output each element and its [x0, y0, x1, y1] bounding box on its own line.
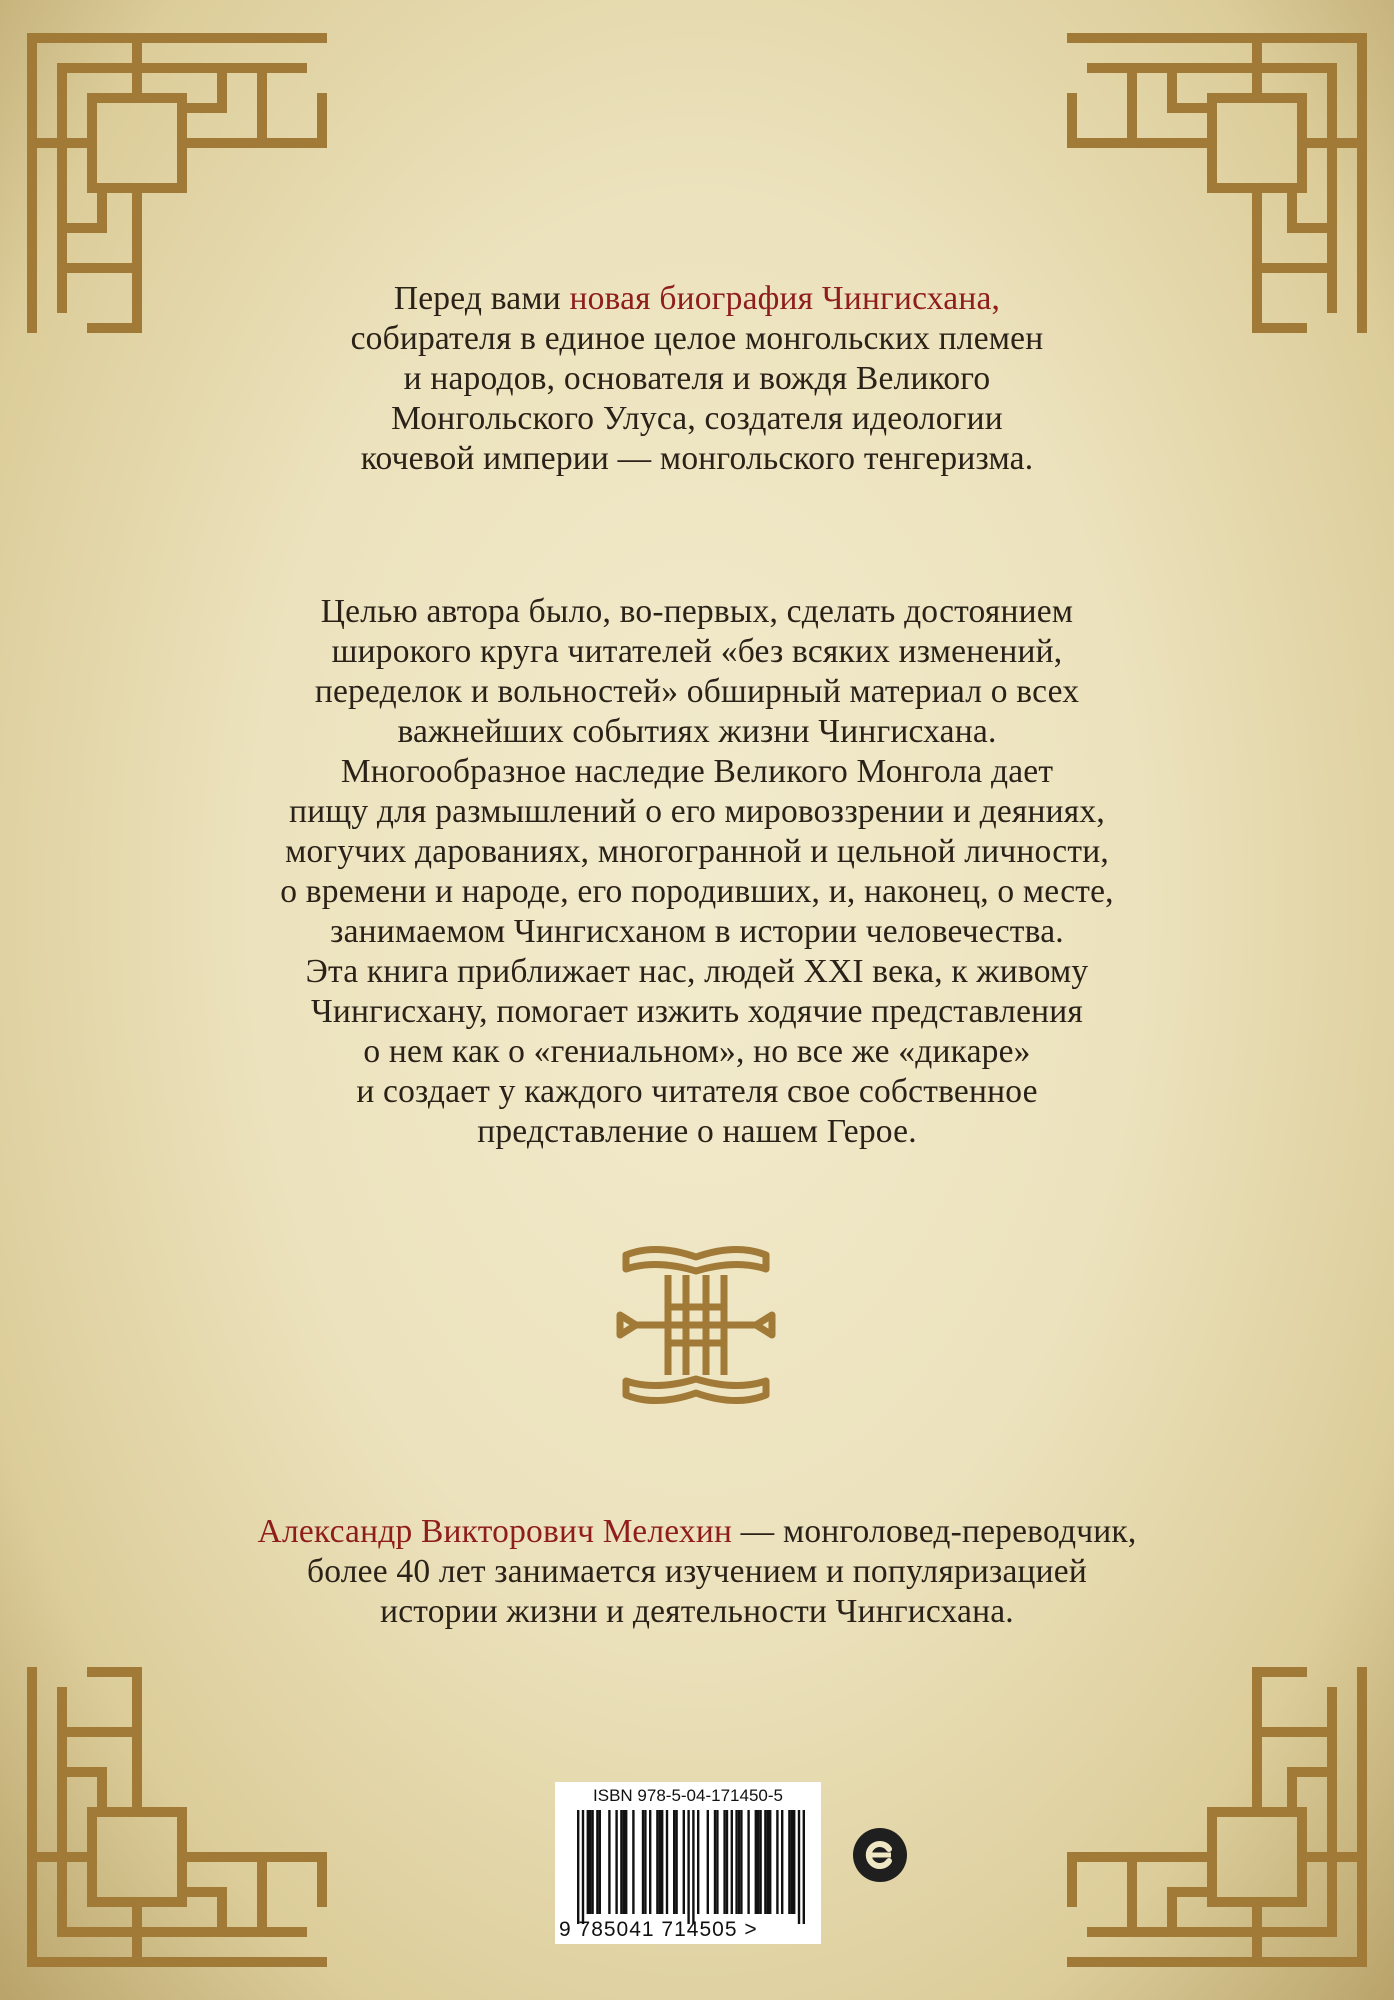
- barcode-bar: [599, 1810, 601, 1914]
- author-line: истории жизни и деятельности Чингисхана.: [380, 1593, 1014, 1630]
- body-line: о нем как о «гениальном», но все же «дикаре»: [363, 1033, 1031, 1070]
- barcode-bar: [735, 1810, 737, 1914]
- body-line: широкого круга читателей «без всяких изменений,: [331, 633, 1063, 670]
- body-line: переделок и вольностей» обширный материал о всех: [314, 673, 1080, 710]
- author-line-1: [0, 1512, 1394, 1552]
- barcode-bar: [769, 1810, 771, 1914]
- barcode-bar: [591, 1810, 593, 1914]
- body-line: Целью автора было, во-первых, сделать достоянием: [320, 593, 1074, 630]
- barcode-bar: [716, 1810, 718, 1914]
- barcode-bar: [738, 1810, 740, 1914]
- barcode-bar: [697, 1810, 699, 1914]
- author-line: более 40 лет занимается изучением и популяризацией: [307, 1553, 1087, 1590]
- body-paragraph: [0, 592, 1394, 1152]
- barcode-bar: [755, 1810, 757, 1914]
- isbn-barcode: [555, 1782, 821, 1944]
- barcode-bar: [692, 1810, 694, 1924]
- body-line: пищу для размышлений о его мировоззрении и деяниях,: [289, 793, 1105, 830]
- barcode-bar: [589, 1810, 591, 1914]
- barcode-bar: [759, 1810, 761, 1914]
- isbn-label: ISBN 978-5-04-171450-5: [593, 1786, 783, 1805]
- barcode-bar: [687, 1810, 689, 1924]
- barcode-bar: [608, 1810, 610, 1914]
- body-line: и создает у каждого читателя свое собственное: [356, 1073, 1038, 1110]
- intro-line-1-prefix: Перед вами: [393, 280, 570, 317]
- barcode-bar: [615, 1810, 617, 1914]
- barcode-bar: [798, 1810, 800, 1924]
- barcode-bar: [714, 1810, 716, 1914]
- corner-ornament-bottom-right: [1052, 1652, 1372, 1972]
- barcode-bar: [596, 1810, 598, 1914]
- center-knot-ornament: [606, 1235, 786, 1415]
- body-line: занимаемом Чингисханом в истории человечества.: [330, 913, 1064, 950]
- intro-line: Монгольского Улуса, создателя идеологии: [391, 400, 1003, 437]
- intro-highlight: новая биография Чингисхана,: [569, 280, 1001, 317]
- barcode-bar: [666, 1810, 668, 1914]
- barcode-bar: [577, 1810, 579, 1924]
- barcode-bar: [642, 1810, 644, 1914]
- body-line: могучих дарованиях, многогранной и цельной личности,: [285, 833, 1109, 870]
- barcode-bar: [726, 1810, 728, 1914]
- body-line: Эта книга приближает нас, людей XXI века, к живому: [305, 953, 1089, 990]
- body-line: важнейших событиях жизни Чингисхана.: [397, 713, 997, 750]
- author-line-1-rest: — монголовед-переводчик,: [732, 1513, 1137, 1550]
- body-line: о времени и народе, его породивших, и, наконец, о месте,: [280, 873, 1114, 910]
- publisher-logo-icon: [851, 1826, 909, 1884]
- body-line: представление о нашем Герое.: [477, 1113, 917, 1150]
- barcode-digits: 9 785041 714505 >: [559, 1918, 758, 1941]
- barcode-bar: [723, 1810, 725, 1914]
- barcode-bar: [767, 1810, 769, 1914]
- body-line: Многообразное наследие Великого Монгола дает: [340, 753, 1054, 790]
- barcode-bar: [781, 1810, 783, 1914]
- barcode-bar: [632, 1810, 634, 1914]
- barcode-bar: [707, 1810, 709, 1914]
- intro-line: собирателя в единое целое монгольских племен: [350, 320, 1044, 357]
- barcode-bar: [623, 1810, 625, 1914]
- barcode-bar: [731, 1810, 733, 1914]
- barcode-bar: [683, 1810, 685, 1914]
- barcode-bar: [675, 1810, 677, 1914]
- barcode-bar: [740, 1810, 742, 1914]
- barcode-bar: [764, 1810, 766, 1914]
- corner-ornament-bottom-left: [22, 1652, 342, 1972]
- barcode-bar: [659, 1810, 661, 1914]
- body-line: Чингисхану, помогает изжить ходячие представления: [310, 993, 1084, 1030]
- author-paragraph: [0, 1512, 1394, 1632]
- intro-paragraph: [0, 279, 1394, 479]
- barcode-bar: [582, 1810, 584, 1924]
- barcode-bar: [791, 1810, 793, 1914]
- barcode-bar: [793, 1810, 795, 1914]
- intro-line-1: [0, 279, 1394, 319]
- intro-line: и народов, основателя и вождя Великого: [403, 360, 991, 397]
- barcode-bar: [776, 1810, 778, 1914]
- barcode-bar: [673, 1810, 675, 1914]
- barcode-bar: [757, 1810, 759, 1914]
- barcode-bar: [625, 1810, 627, 1914]
- barcode-bar: [661, 1810, 663, 1914]
- barcode-bar: [620, 1810, 622, 1914]
- barcode-bar: [747, 1810, 749, 1914]
- barcode-bar: [587, 1810, 589, 1914]
- barcode-bar: [649, 1810, 651, 1914]
- barcode-bar: [788, 1810, 790, 1914]
- intro-line: кочевой империи — монгольского тенгеризма.: [360, 440, 1034, 477]
- barcode-bar: [656, 1810, 658, 1914]
- barcode-bar: [803, 1810, 805, 1924]
- author-name: Александр Викторович Мелехин: [257, 1513, 733, 1550]
- barcode-bar: [644, 1810, 646, 1914]
